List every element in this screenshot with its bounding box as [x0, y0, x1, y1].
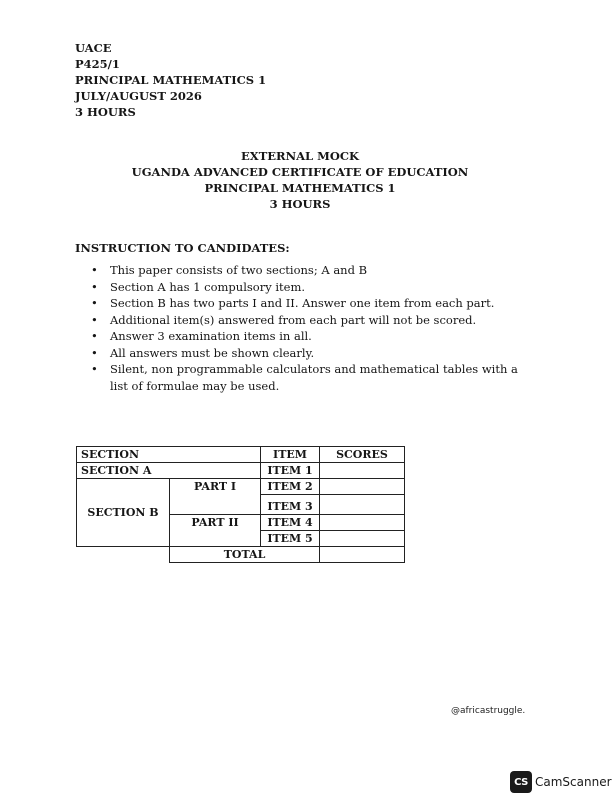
title-line-mock: EXTERNAL MOCK — [241, 149, 359, 163]
section-a-cell: SECTION A — [77, 463, 261, 479]
scores-table — [76, 446, 405, 563]
item-cell: ITEM 5 — [261, 531, 320, 547]
instruction-item: • Silent, non programmable calculators and mathematical tables with a list of formulae may be used. — [91, 362, 518, 393]
item-cell: ITEM 3 — [261, 495, 320, 515]
bullet-icon: • — [91, 296, 98, 310]
total-cell: TOTAL — [170, 547, 320, 563]
header-line-date: JULY/AUGUST 2026 — [75, 89, 202, 103]
header-item: ITEM — [261, 447, 320, 463]
total-score-cell[interactable] — [320, 547, 405, 563]
camscanner-logo — [510, 771, 612, 793]
part-i-cell: PART I — [170, 479, 261, 515]
title-line-subject: PRINCIPAL MATHEMATICS 1 — [204, 181, 396, 195]
score-cell[interactable] — [320, 515, 405, 531]
camscanner-text: CamScanner — [535, 775, 612, 789]
item-cell: ITEM 1 — [261, 463, 320, 479]
bullet-icon: • — [91, 263, 98, 277]
table-row — [77, 479, 405, 495]
instruction-item: • Additional item(s) answered from each part will not be scored. — [91, 312, 477, 327]
watermark-handle: @africastruggle. — [451, 706, 526, 716]
bullet-icon: • — [91, 329, 98, 343]
score-cell[interactable] — [320, 463, 405, 479]
header-line-duration: 3 HOURS — [75, 105, 136, 119]
header-section: SECTION — [77, 447, 261, 463]
bullet-icon: • — [91, 345, 98, 360]
header-line-subject: PRINCIPAL MATHEMATICS 1 — [75, 73, 267, 87]
header-line-level: UACE — [75, 41, 112, 55]
header-line-code: P425/1 — [75, 57, 120, 71]
section-b-cell: SECTION B — [77, 479, 170, 547]
score-cell[interactable] — [320, 531, 405, 547]
bullet-icon: • — [91, 312, 98, 327]
header-scores: SCORES — [320, 447, 405, 463]
instruction-item: • This paper consists of two sections; A and B — [91, 263, 368, 277]
exam-title — [0, 148, 600, 212]
score-cell[interactable] — [320, 495, 405, 515]
part-ii-cell: PART II — [170, 515, 261, 547]
paper-header — [75, 40, 266, 120]
bullet-icon: • — [91, 279, 98, 294]
table-header-row — [77, 447, 405, 463]
instructions-list — [88, 262, 528, 394]
item-cell: ITEM 2 — [261, 479, 320, 495]
score-cell[interactable] — [320, 479, 405, 495]
instructions-heading: INSTRUCTION TO CANDIDATES: — [75, 241, 290, 255]
instruction-item: • All answers must be shown clearly. — [91, 345, 315, 360]
instruction-item: • Section B has two parts I and II. Answer one item from each part. — [91, 296, 495, 310]
table-row — [77, 463, 405, 479]
item-cell: ITEM 4 — [261, 515, 320, 531]
empty-cell — [77, 547, 170, 563]
title-line-duration: 3 HOURS — [269, 197, 331, 211]
instruction-item: • Answer 3 examination items in all. — [91, 329, 312, 343]
title-line-certificate: UGANDA ADVANCED CERTIFICATE OF EDUCATION — [131, 165, 469, 179]
instruction-item: • Section A has 1 compulsory item. — [91, 279, 306, 294]
table-total-row — [77, 547, 405, 563]
bullet-icon: • — [91, 362, 98, 376]
camscanner-icon: CS — [510, 771, 532, 793]
